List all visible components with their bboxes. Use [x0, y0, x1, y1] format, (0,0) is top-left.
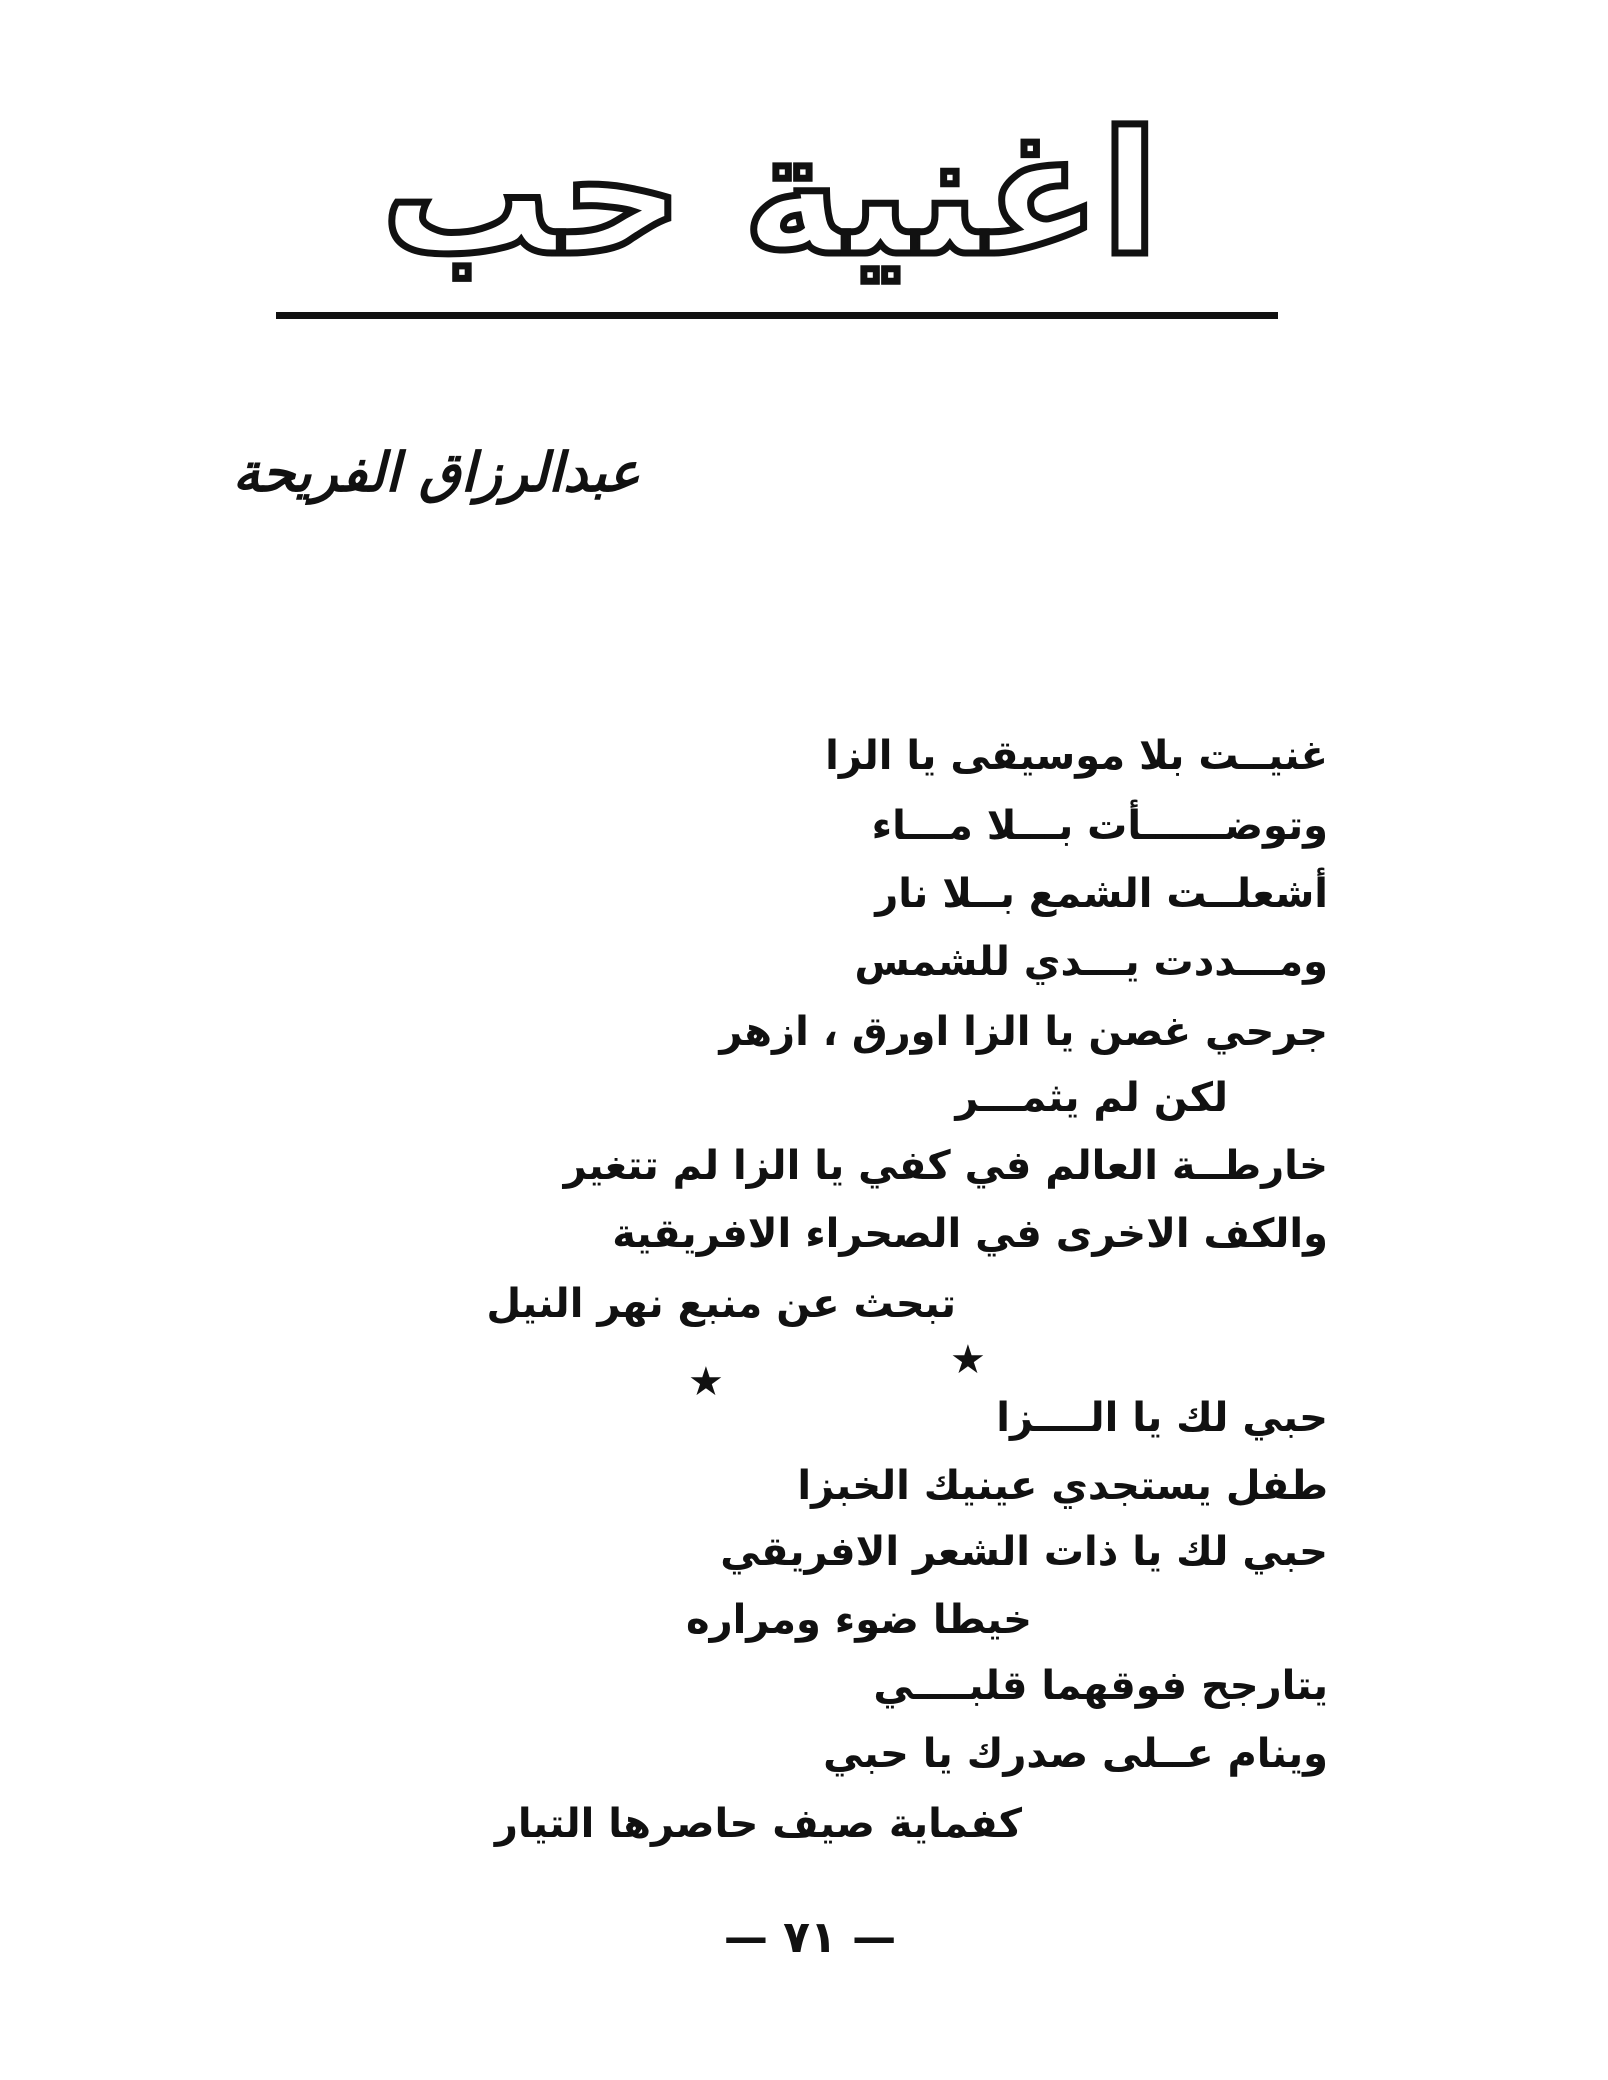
poem-line: ومـــددت يـــدي للشمس: [854, 939, 1328, 985]
poem-line: أشعلــت الشمع بــلا نار: [875, 871, 1328, 917]
page-number: — ٧١ —: [723, 1912, 897, 1963]
poem-line: وتوضــــــأت بـــلا مـــاء: [871, 803, 1328, 849]
poem-line: يتارجح فوقهما قلبــــي: [873, 1663, 1328, 1709]
poem-line: خارطــة العالم في كفي يا الزا لم تتغير: [563, 1143, 1328, 1189]
title-underline: [276, 312, 1278, 319]
poem-line: كفماية صيف حاصرها التيار: [494, 1801, 1022, 1847]
poem-line: لكن لم يثمـــر: [955, 1075, 1228, 1121]
separator-star: ★: [950, 1337, 986, 1383]
poem-line: جرحي غصن يا الزا اورق ، ازهر: [719, 1009, 1328, 1055]
poem-line: والكف الاخرى في الصحراء الافريقية: [612, 1211, 1328, 1257]
poem-line: حبي لك يا الــــزا: [996, 1395, 1328, 1441]
separator-star: ★: [688, 1359, 724, 1405]
poem-line: خيطا ضوء ومراره: [685, 1597, 1032, 1643]
poem-line: حبي لك يا ذات الشعر الافريقي: [720, 1529, 1328, 1575]
poem-line: وينام عــلى صدرك يا حبي: [823, 1731, 1328, 1777]
poem-line: طفل يستجدي عينيك الخبزا: [797, 1463, 1328, 1509]
poem-title: اغنية حب: [381, 96, 1159, 294]
poem-line: غنيــت بلا موسيقى يا الزا: [825, 733, 1328, 779]
poem-line: تبحث عن منبع نهر النيل: [486, 1281, 956, 1327]
author-signature: عبدالرزاق الفريحة: [232, 440, 640, 504]
